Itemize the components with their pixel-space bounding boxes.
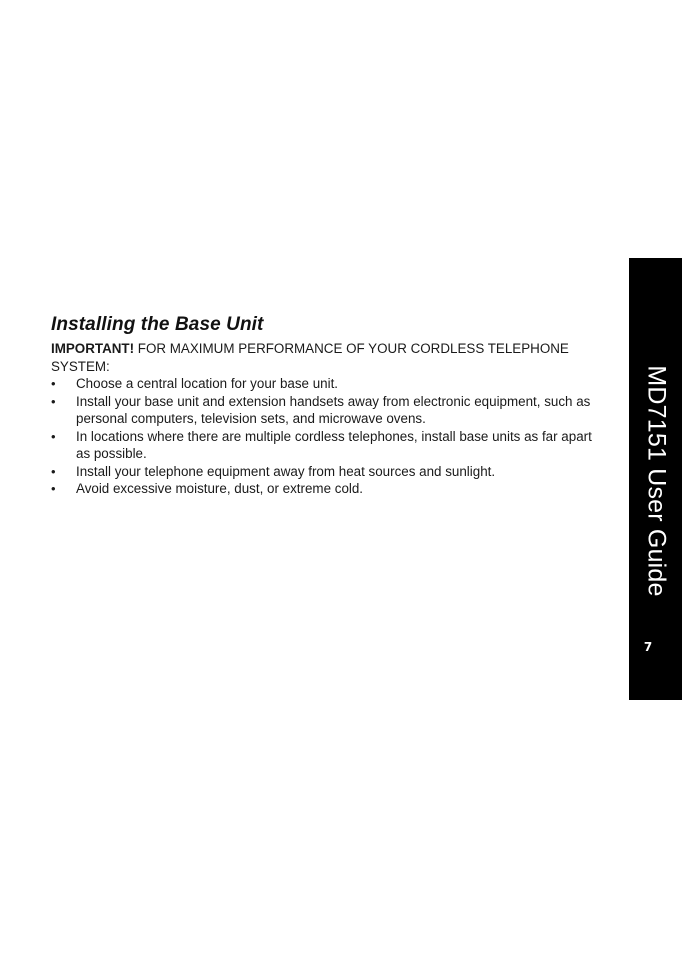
bullet-icon: • xyxy=(51,463,56,479)
important-note xyxy=(51,340,596,375)
list-item-text: Install your telephone equipment away from heat sources and sunlight. xyxy=(76,463,496,479)
list-item-text: Avoid excessive moisture, dust, or extreme cold. xyxy=(76,481,364,496)
list-item xyxy=(51,428,596,463)
side-title-container xyxy=(629,358,682,603)
bullet-icon: • xyxy=(51,428,56,444)
side-tab xyxy=(629,258,682,700)
bullet-icon: • xyxy=(51,376,56,391)
list-item xyxy=(51,393,596,428)
important-label: IMPORTANT! xyxy=(51,341,135,356)
main-content xyxy=(51,312,596,498)
list-item xyxy=(51,463,596,481)
bullet-icon: • xyxy=(51,481,56,496)
list-item xyxy=(51,480,596,498)
bullet-icon: • xyxy=(51,393,56,409)
guide-title: MD7151 User Guide xyxy=(642,364,670,597)
page-number: 7 xyxy=(643,640,653,654)
list-item-text: Choose a central location for your base unit. xyxy=(76,376,339,391)
list-item-text: Install your base unit and extension handsets away from electronic equipment, such as personal computers, television sets, and microwave ovens. xyxy=(76,393,591,426)
section-title: Installing the Base Unit xyxy=(51,314,264,335)
installation-tips-list xyxy=(51,375,596,498)
important-text: FOR MAXIMUM PERFORMANCE OF YOUR CORDLESS TELEPHONE SYSTEM: xyxy=(51,341,569,374)
list-item-text: In locations where there are multiple cordless telephones, install base units as far apart as possible. xyxy=(76,428,592,461)
list-item xyxy=(51,375,596,393)
